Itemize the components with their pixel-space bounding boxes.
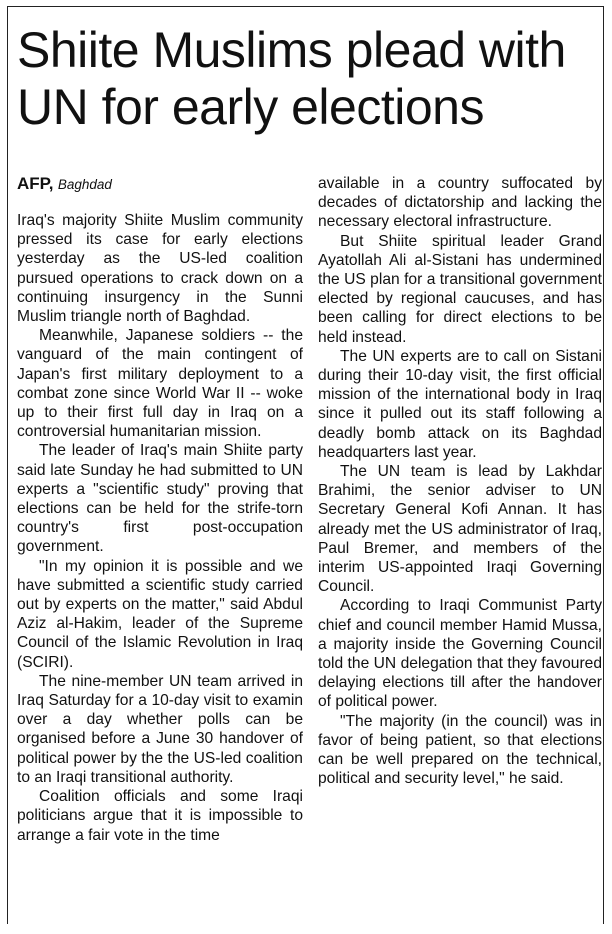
byline-location: Baghdad (57, 177, 112, 192)
paragraph: The leader of Iraq's main Shiite party said late Sunday he had submitted to UN experts a "scientific study" proving that elections can be held for the strife-torn country's first post-occupation government. (17, 442, 303, 556)
headline: Shiite Muslims plead with UN for early elections (17, 22, 566, 135)
article-column-left (17, 174, 303, 845)
paragraph: But Shiite spiritual leader Grand Ayatollah Ali al-Sistani has undermined the US plan for a transitional government elected by regional caucuses, and has been calling for direct elections to be held instead. (318, 232, 602, 346)
paragraph: Meanwhile, Japanese soldiers -- the vanguard of the main contingent of Japan's first military deployment to a combat zone since World War II -- woke up to their first full day in Iraq on a controversial humanitarian mission. (17, 327, 303, 441)
page-border-top (7, 6, 604, 7)
paragraph: "In my opinion it is possible and we have submitted a scientific study carried out by experts on the matter," said Abdul Aziz al-Hakim, leader of the Supreme Council of the Islamic Revolution in Iraq (SCIRI). (17, 557, 303, 671)
byline (17, 174, 303, 193)
paragraph: The nine-member UN team arrived in Iraq Saturday for a 10-day visit to examin over a day whether polls can be organised before a June 30 handover of political power by the the US-led coalition to an Iraqi transitional authority. (17, 672, 303, 786)
paragraph: "The majority (in the council) was in favor of being patient, so that elections can be well prepared on the technical, political and security level," he said. (318, 712, 602, 788)
page-border-left (7, 6, 8, 924)
paragraph: available in a country suffocated by decades of dictatorship and lacking the necessary electoral infrastructure. (318, 175, 602, 231)
paragraph: According to Iraqi Communist Party chief and council member Hamid Mussa, a majority inside the Governing Council told the UN delegation that they favoured delaying elections till after the handover of political power. (318, 597, 602, 711)
paragraph: Coalition officials and some Iraqi politicians argue that it is impossible to arrange a fair vote in the time (17, 788, 303, 844)
article-column-right (318, 174, 602, 789)
byline-agency: AFP, (17, 174, 54, 193)
page-border-right (603, 6, 604, 924)
paragraph: The UN team is lead by Lakhdar Brahimi, the senior adviser to UN Secretary General Kofi Annan. It has already met the US administrator of Iraq, Paul Bremer, and members of the interim US-appointed Iraqi Governing Council. (318, 463, 602, 596)
paragraph: The UN experts are to call on Sistani during their 10-day visit, the first official mission of the international body in Iraq since it pulled out its staff following a deadly bomb attack on its Baghdad headquarters last year. (318, 347, 602, 461)
paragraph: Iraq's majority Shiite Muslim community pressed its case for early elections yesterday as the US-led coalition pursued operations to crack down on a continuing insurgency in the Sunni Muslim triangle north of Baghdad. (17, 212, 303, 326)
